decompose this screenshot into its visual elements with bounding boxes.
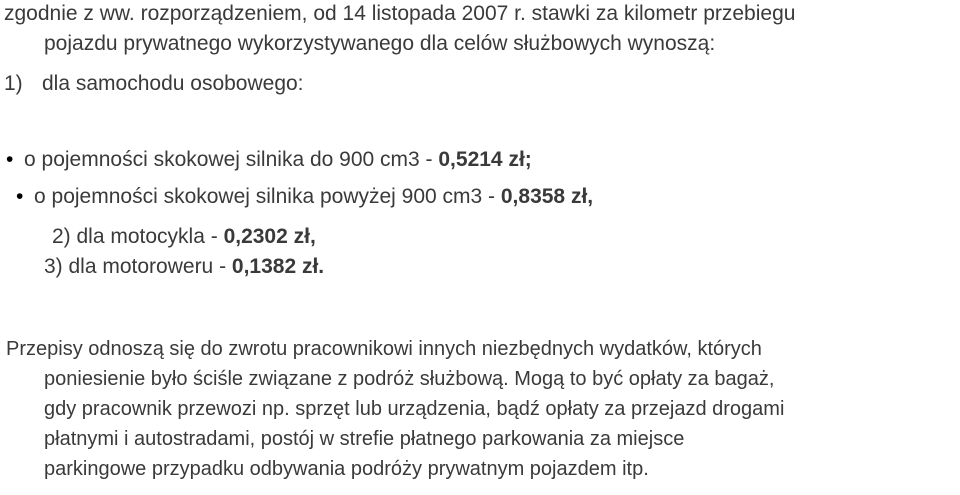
list-item-2-text: 2) dla motocykla -	[52, 225, 224, 248]
list-item-3-text: 3) dla motoroweru -	[44, 255, 232, 278]
list-item-1-text: dla samochodu osobowego:	[42, 72, 304, 95]
paragraph-line-2: poniesienie było ściśle związane z podróż służbową. Mogą to być opłaty za bagaż,	[44, 368, 775, 390]
sub-item-2	[16, 183, 593, 211]
paragraph-line-5: parkingowe przypadku odbywania podróży prywatnym pojazdem itp.	[44, 458, 649, 480]
paragraph-line-3: gdy pracownik przewozi np. sprzęt lub urządzenia, bądź opłaty za przejazd drogami	[44, 398, 785, 420]
paragraph-line-1: Przepisy odnoszą się do zwrotu pracownikowi innych niezbędnych wydatków, których	[6, 338, 762, 360]
sub-item-2-rate: 0,8358 zł,	[500, 185, 594, 208]
sub-item-1-text: o pojemności skokowej silnika do 900 cm3 -	[24, 148, 439, 171]
sub-item-1	[6, 146, 532, 174]
list-item-2	[52, 223, 316, 251]
intro-line-1: zgodnie z ww. rozporządzeniem, od 14 listopada 2007 r. stawki za kilometr przebiegu	[4, 2, 796, 25]
sub-item-1-rate: 0,5214 zł;	[438, 148, 532, 171]
intro-line-2: pojazdu prywatnego wykorzystywanego dla celów służbowych wynoszą:	[44, 32, 716, 55]
list-item-1-number: 1)	[4, 72, 23, 95]
list-item-3	[44, 253, 324, 281]
paragraph-line-4: płatnymi i autostradami, postój w strefie płatnego parkowania za miejsce	[44, 428, 685, 450]
list-item-3-rate: 0,1382 zł.	[231, 255, 325, 278]
bullet-icon: •	[6, 148, 14, 171]
bullet-icon: •	[16, 185, 24, 208]
list-item-1	[4, 70, 304, 98]
sub-item-2-text: o pojemności skokowej silnika powyżej 900 cm3 -	[34, 185, 501, 208]
list-item-2-rate: 0,2302 zł,	[223, 225, 316, 248]
